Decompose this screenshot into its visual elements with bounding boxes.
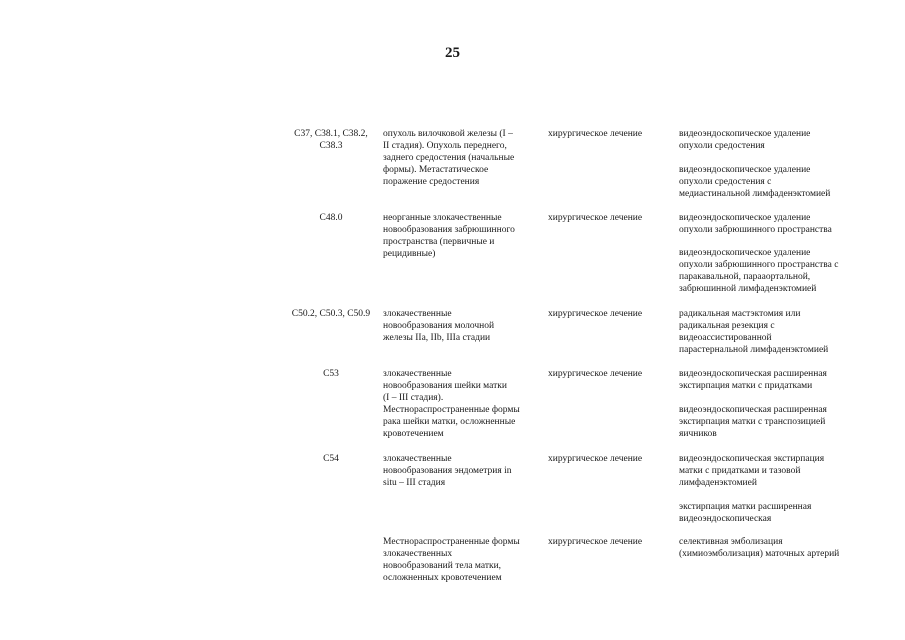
treatment-method: селективная эмболизация (химиоэмболизация) маточных артерий <box>679 537 840 559</box>
treatment-method: видеоэндоскопическая расширенная экстирпация матки с придатками <box>679 369 827 391</box>
treatment-type: хирургическое лечение <box>548 369 643 379</box>
diagnosis-text: опухоль вилочковой железы (I – II стадия). Опухоль переднего, заднего средостения (начальные формы). Метастатическое поражение средостения <box>383 129 515 187</box>
icd-code: C54 <box>323 454 339 464</box>
treatment-method: видеоэндоскопическое удаление опухоли забрюшинного пространства с паракавальной, парааортальной, забрюшинной лимфаденэктомией <box>679 248 839 294</box>
treatment-method: экстирпация матки расширенная видеоэндоскопическая <box>679 502 812 524</box>
treatment-type: хирургическое лечение <box>548 213 643 223</box>
treatment-method: видеоэндоскопическая расширенная экстирпация матки с транспозицией яичников <box>679 405 827 439</box>
treatment-type: хирургическое лечение <box>548 537 643 547</box>
treatment-method: видеоэндоскопическое удаление опухоли забрюшинного пространства <box>679 213 832 235</box>
treatment-method: видеоэндоскопическое удаление опухоли средостения <box>679 129 811 151</box>
diagnosis-text: Местнораспространенные формы злокачественных новообразований тела матки, осложненных кровотечением <box>383 537 520 583</box>
icd-code: C53 <box>323 369 339 379</box>
icd-code: C37, C38.1, C38.2, C38.3 <box>294 129 368 151</box>
treatment-method: видеоэндоскопическое удаление опухоли средостения с медиастинальной лимфаденэктомией <box>679 165 831 199</box>
treatment-method: радикальная мастэктомия или радикальная резекция с видеоассистированной парастернальной лимфаденэктомией <box>679 309 829 355</box>
diagnosis-text: злокачественные новообразования молочной железы IIa, IIb, IIIa стадии <box>383 309 495 343</box>
icd-code: C50.2, C50.3, C50.9 <box>291 309 371 319</box>
page-number: 25 <box>445 45 460 61</box>
diagnosis-text: неорганные злокачественные новообразования забрюшинного пространства (первичные и рецидивные) <box>383 213 515 259</box>
icd-code: C48.0 <box>319 213 343 223</box>
treatment-type: хирургическое лечение <box>548 309 643 319</box>
treatment-type: хирургическое лечение <box>548 129 643 139</box>
diagnosis-text: злокачественные новообразования шейки матки (I – III стадия). Местнораспространенные формы рака шейки матки, осложненные кровотечением <box>383 369 520 439</box>
treatment-method: видеоэндоскопическая экстирпация матки с придатками и тазовой лимфаденэктомией <box>679 454 825 488</box>
diagnosis-text: злокачественные новообразования эндометрия in situ – III стадия <box>383 454 512 488</box>
treatment-type: хирургическое лечение <box>548 454 643 464</box>
